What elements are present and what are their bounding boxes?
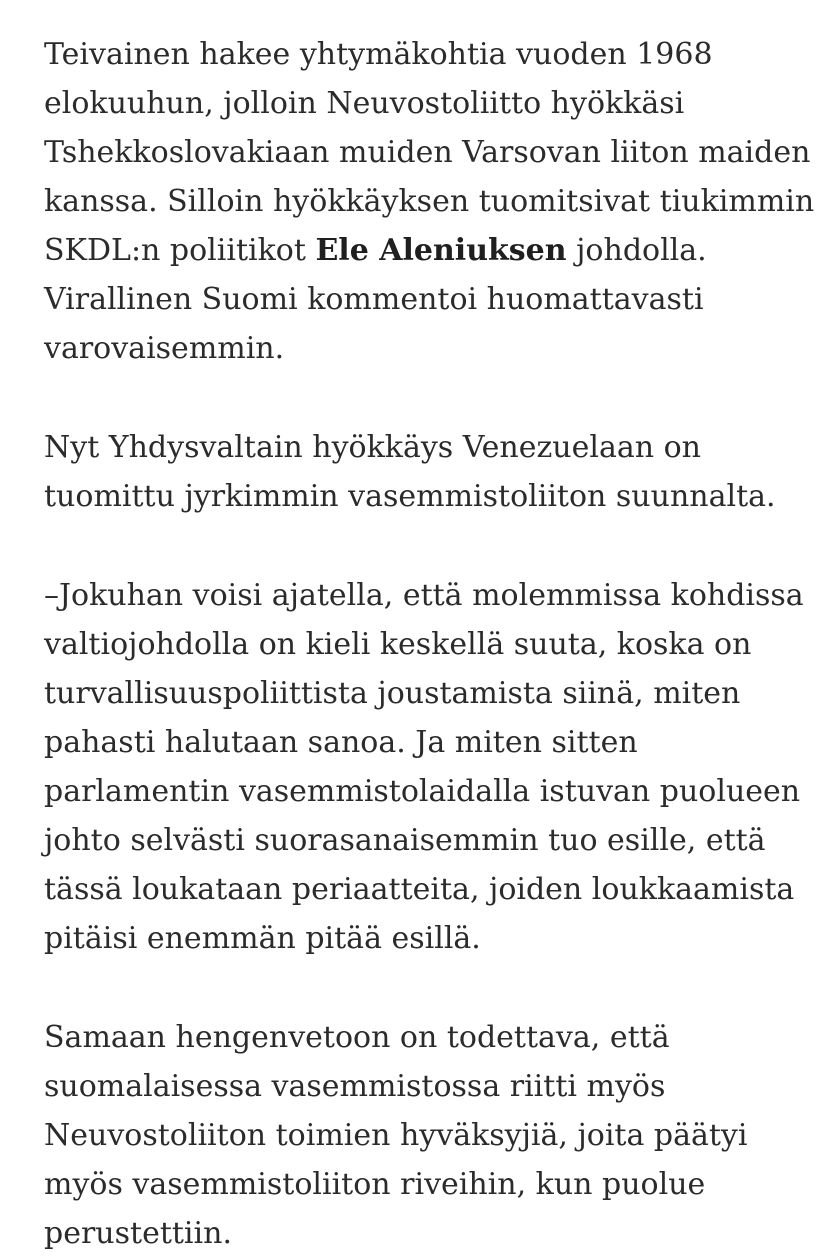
text-line: turvallisuuspoliittista joustamista siinä, miten [44, 676, 741, 711]
text-line: Neuvostoliiton toimien hyväksyjiä, joita päätyi [44, 1118, 748, 1153]
text-line: –Jokuhan voisi ajatella, että molemmissa kohdissa [44, 578, 804, 613]
text-line: pahasti halutaan sanoa. Ja miten sitten [44, 725, 638, 760]
person-name-bold: Ele Aleniuksen [315, 233, 567, 268]
text-line: Samaan hengenvetoon on todettava, että [44, 1020, 670, 1055]
text-line: pitäisi enemmän pitää esillä. [44, 921, 481, 956]
text-line: Nyt Yhdysvaltain hyökkäys Venezuelaan on [44, 430, 701, 465]
text-line: myös vasemmistoliiton riveihin, kun puolue [44, 1167, 706, 1202]
paragraph-4 [44, 1013, 784, 1258]
text-line: valtiojohdolla on kieli keskellä suuta, koska on [44, 627, 752, 662]
text-line: Virallinen Suomi kommentoi huomattavasti [44, 282, 704, 317]
text-segment: johdolla. [566, 233, 707, 268]
paragraph-2 [44, 423, 784, 521]
text-line: tässä loukataan periaatteita, joiden loukkaamista [44, 872, 795, 907]
paragraph-3-quote [44, 571, 804, 963]
article-body [44, 30, 815, 1258]
text-line: Teivainen hakee yhtymäkohtia vuoden 1968 [44, 37, 713, 72]
text-line [44, 226, 784, 275]
text-line: elokuuhun, jolloin Neuvostoliitto hyökkäsi [44, 86, 685, 121]
text-line: perustettiin. [44, 1216, 232, 1251]
text-line: kanssa. Silloin hyökkäyksen tuomitsivat tiukimmin [44, 184, 815, 219]
text-line: johto selvästi suorasanaisemmin tuo esille, että [44, 823, 766, 858]
text-line: varovaisemmin. [44, 331, 285, 366]
text-segment: SKDL:n poliitikot [44, 233, 316, 268]
paragraph-1 [44, 30, 815, 373]
text-line: Tshekkoslovakiaan muiden Varsovan liiton maiden [44, 135, 811, 170]
text-line: tuomittu jyrkimmin vasemmistoliiton suunnalta. [44, 479, 776, 514]
text-line: parlamentin vasemmistolaidalla istuvan puolueen [44, 774, 801, 809]
text-line: suomalaisessa vasemmistossa riitti myös [44, 1069, 666, 1104]
